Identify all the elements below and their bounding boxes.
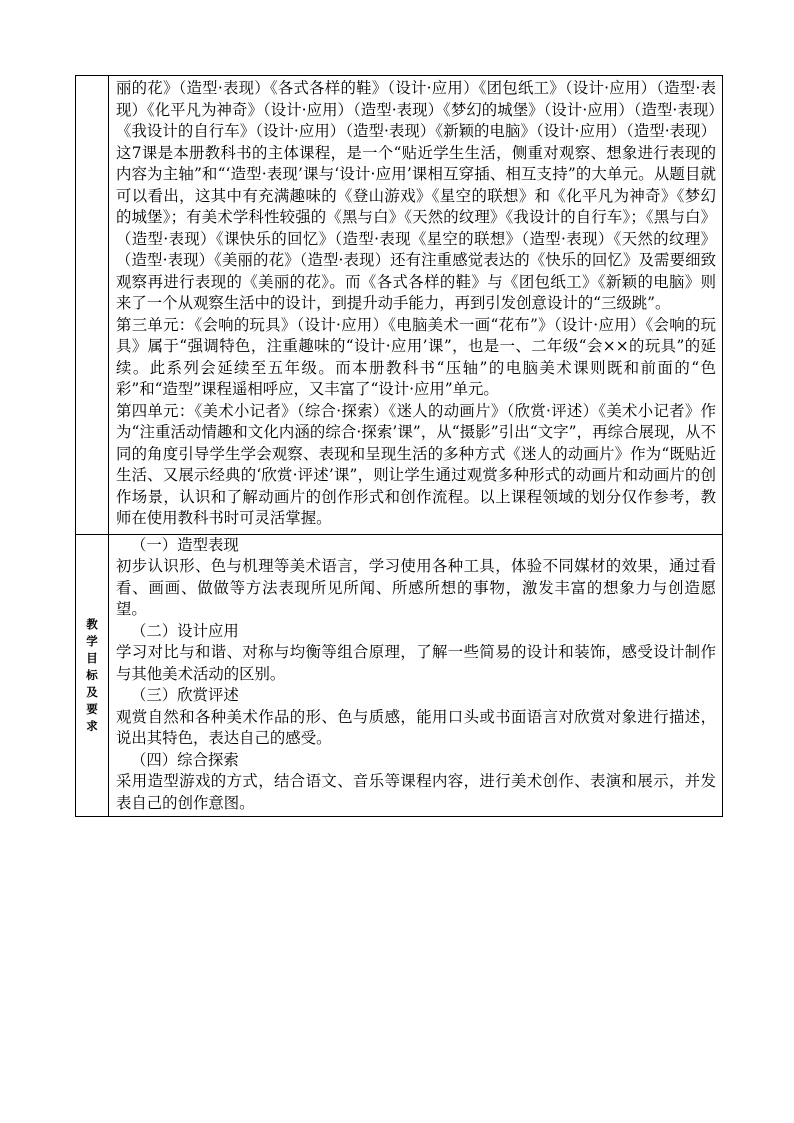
objective-heading: （四）综合探索	[131, 750, 239, 769]
objective-body: 观赏自然和各种美术作品的形、色与质感，能用口头或书面语言对欣赏对象进行描述，说出其特色，表达自己的感受。	[116, 707, 716, 747]
overview-paragraph: 第四单元：《美术小记者》（综合·探索）《迷人的动画片》（欣赏·评述）《美术小记者》作为“注重活动情趣和文化内涵的综合·探索’课”，从“摄影”引出“文字”，再综合展现，从不同的角度引导学生学会观察、表现和呈现生活的多种方式《迷人的动画片》作为“既贴近生活、又展示经典的‘欣赏·评述’课”，则让学生通过观赏多种形式的动画片和动画片的创作场景，认识和了解动画片的创作形式和创作流程。以上课程领域的划分仅作参考，教师在使用教科书时可灵活掌握。	[116, 401, 716, 527]
overview-paragraph: 第三单元：《会响的玩具》（设计·应用）《电脑美术一画“花布”》（设计·应用）《会响的玩具》属于“强调特色，注重趣味的“设计·应用’课”，也是一、二年级“会××的玩具”的延续。此系列会延续至五年级。而本册教科书“压轴”的电脑美术课则既和前面的“色彩”和“造型”课程遥相呼应，又丰富了“设计·应用”单元。	[116, 315, 716, 398]
objective-body: 采用造型游戏的方式，结合语文、音乐等课程内容，进行美术创作、表演和展示，并发表自己的创作意图。	[116, 772, 716, 812]
objectives-label: 教学目标及要求	[86, 616, 98, 733]
objective-body: 初步认识形、色与机理等美术语言，学习使用各种工具，体验不同媒材的效果，通过看看、画画、做做等方法表现所见所闻、所感所想的事物，激发丰富的想象力与创造愿望。	[116, 557, 716, 618]
objectives-label-cell	[76, 534, 109, 817]
row-label-cell-empty	[76, 76, 109, 535]
unit-overview-cell	[109, 76, 723, 535]
lesson-plan-table	[75, 75, 723, 817]
table-row-unit-overview	[76, 76, 723, 535]
table-row-objectives	[76, 534, 723, 817]
objective-body: 学习对比与和谐、对称与均衡等组合原理，了解一些简易的设计和装饰，感受设计制作与其他美术活动的区别。	[116, 643, 716, 683]
overview-paragraph: 丽的花》（造型·表现）《各式各样的鞋》（设计·应用）《团包纸工》（设计·应用）（造型·表现）《化平凡为神奇》（设计·应用）（造型·表现）《梦幻的城堡》（设计·应用）（造型·表现）《我设计的自行车》（设计·应用）（造型·表现）《新颖的电脑》（设计·应用）（造型·表现）这7课是本册教科书的主体课程，是一个“贴近学生生活，侧重对观察、想象进行表现的内容为主轴”和“‘造型·表现’课与‘设计·应用’课相互穿插、相互支持”的大单元。从题目就可以看出，这其中有充满趣味的《登山游戏》《星空的联想》和《化平凡为神奇》《梦幻的城堡》；有美术学科性较强的《黑与白》《天然的纹理》《我设计的自行车》；《黑与白》（造型·表现）《课快乐的回忆》（造型·表现《星空的联想》（造型·表现）《天然的纹理》（造型·表现）《美丽的花》（造型·表现）还有注重感觉表达的《快乐的回忆》及需要细致观察再进行表现的《美丽的花》。而《各式各样的鞋》与《团包纸工》《新颖的电脑》则来了一个从观察生活中的设计，到提升动手能力，再到引发创意设计的“三级跳”。	[116, 79, 716, 312]
objective-heading: （二）设计应用	[131, 621, 239, 640]
objective-heading: （一）造型表现	[131, 535, 239, 554]
objective-heading: （三）欣赏评述	[131, 686, 239, 704]
objectives-cell	[109, 534, 723, 817]
